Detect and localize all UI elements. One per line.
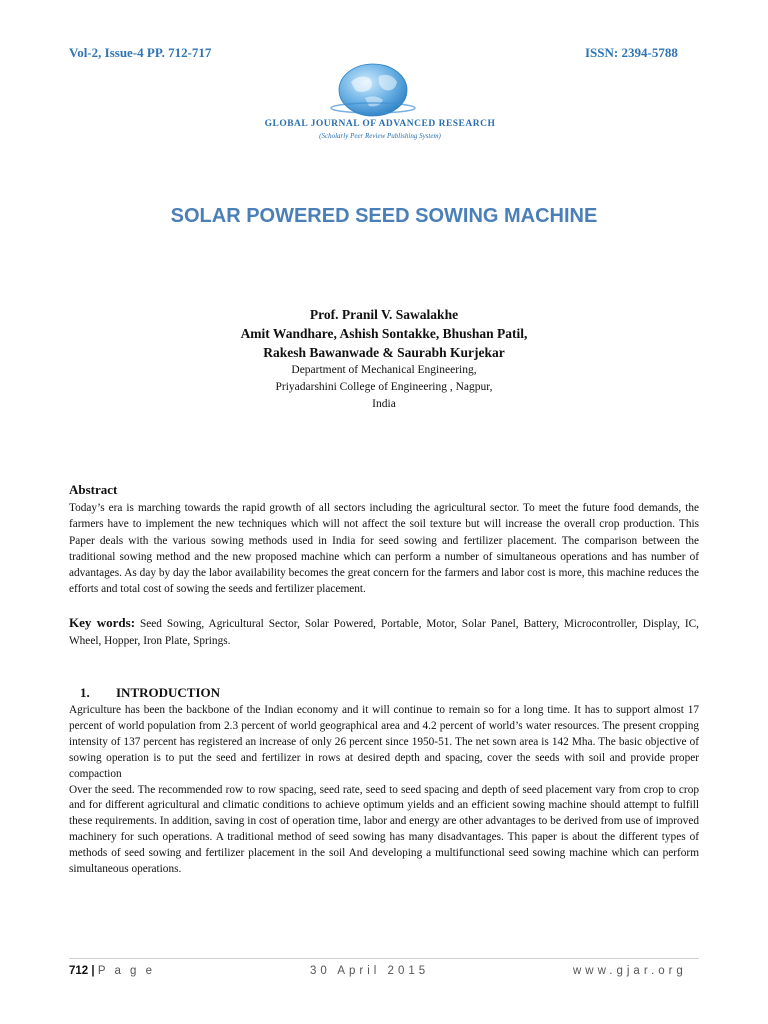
issn-label: ISSN: 2394-5788 [585, 45, 678, 60]
section-title: INTRODUCTION [116, 685, 221, 700]
journal-logo [195, 58, 565, 148]
page-label: P a g e [97, 965, 156, 977]
introduction-body [69, 703, 699, 878]
affiliation-line: Department of Mechanical Engineering, [291, 364, 477, 376]
journal-volume-info: Vol-2, Issue-4 PP. 712-717 [69, 45, 212, 60]
abstract-text: Today’s era is marching towards the rapid growth of all sectors including the agricultural sector. To meet the future food demands, the farmers have to implement the new techniques which will not affect the soil texture but will increase the overall crop production. This Paper deals with the various sowing methods used in India for seed sowing and fertilizer placement. The comparison between the traditional sowing method and the new proposed machine which can perform a number of simultaneous operations and has number of advantages. As day by day the labor availability becomes the great concern for the farmers and labor cost is more, this machine reduces the efforts and total cost of sowing the seeds and fertilizer placement. [69, 502, 699, 596]
author-block [0, 305, 768, 413]
footer-website: www.gjar.org [573, 965, 687, 977]
journal-tagline: (Scholarly Peer Review Publishing System) [319, 132, 441, 140]
page-number: 712 [69, 965, 89, 977]
author-line: Rakesh Bawanwade & Saurabh Kurjekar [263, 345, 505, 360]
paragraph: Agriculture has been the backbone of the Indian economy and it will continue to remain so for a long time. It has to support almost 17 percent of world population from 2.3 percent of world geographical area and 4.2 percent of world’s water resources. The present cropping intensity of 137 percent has registered an increase of only 26 percent since 1950-51. The net sown area is 142 Mha. The basic objective of sowing operation is to put the seed and fertilizer in rows at desired depth and spacing, cover the seeds with soil and provide proper compaction [69, 704, 699, 780]
abstract-heading: Abstract [69, 482, 118, 497]
author-line: Prof. Pranil V. Sawalakhe [309, 307, 459, 322]
footer-divider [69, 958, 699, 959]
journal-name: GLOBAL JOURNAL OF ADVANCED RESEARCH [264, 119, 496, 129]
paragraph: Over the seed. The recommended row to row spacing, seed rate, seed to seed spacing and depth of seed placement vary from crop to crop and for different agricultural and climatic conditions to achieve optimum yields and an efficient sowing machine should attempt to fulfill these requirements. In addition, saving in cost of operation time, labor and energy are other advantages to be derived from use of improved machinery for such operations. A traditional method of seed sowing has many disadvantages. This paper is about the different types of methods of seed sowing and fertilizer placement in the soil And developing a multifunctional seed sowing machine which can perform simultaneous operations. [69, 783, 699, 876]
footer-page-info [69, 965, 155, 977]
keywords-paragraph [69, 614, 699, 650]
globe-logo-icon [325, 60, 421, 118]
footer-date: 30 April 2015 [310, 965, 430, 977]
paper-title: SOLAR POWERED SEED SOWING MACHINE [170, 205, 598, 227]
affiliation-line: India [372, 398, 396, 410]
section-number: 1. [80, 685, 90, 700]
footer-separator: | [91, 965, 95, 977]
author-line: Amit Wandhare, Ashish Sontakke, Bhushan Patil, [240, 326, 528, 341]
keywords-text: Seed Sowing, Agricultural Sector, Solar Powered, Portable, Motor, Solar Panel, Battery, Microcontroller, Display, IC, Wheel, Hopper, Iron Plate, Springs. [69, 618, 699, 647]
introduction-heading [80, 685, 220, 701]
affiliation-line: Priyadarshini College of Engineering , Nagpur, [275, 381, 493, 393]
keywords-label: Key words: [69, 615, 136, 630]
